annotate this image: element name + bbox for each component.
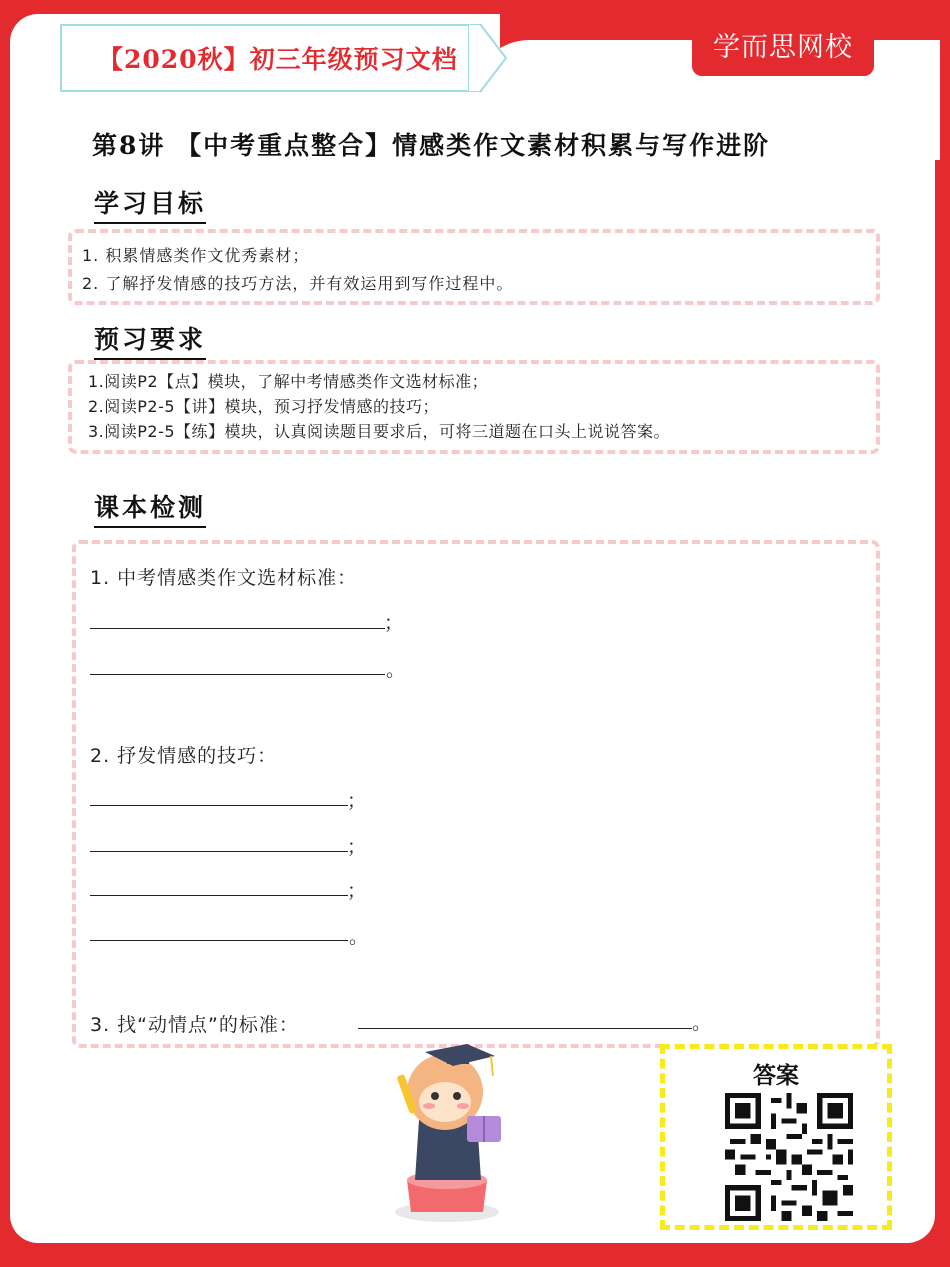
requirements-heading: 预习要求	[94, 320, 206, 360]
brand-logo	[692, 12, 874, 76]
check-heading: 课本检测	[94, 488, 206, 528]
question-3: 3. 找“动情点”的标准：	[90, 1014, 299, 1036]
banner-text: 【2020秋】初三年级预习文档	[98, 45, 458, 74]
brand-text: 学而思网校	[713, 31, 853, 63]
goals-list	[82, 242, 513, 298]
goals-heading: 学习目标	[94, 184, 206, 224]
answer-blank[interactable]	[90, 940, 348, 941]
blank-punct: ；	[347, 880, 367, 902]
answer-label: 答案	[753, 1063, 799, 1089]
lesson-title: 第8讲 【中考重点整合】情感类作文素材积累与写作进阶	[92, 131, 771, 160]
requirement-item: 3.阅读P2-5【练】模块，认真阅读题目要求后，可将三道题在口头上说说答案。	[88, 422, 671, 441]
blank-punct: 。	[349, 926, 369, 948]
requirements-list	[88, 369, 670, 444]
blank-punct: 。	[692, 1012, 712, 1034]
check-box	[72, 540, 880, 1048]
blank-punct: 。	[386, 659, 406, 681]
mascot-illustration	[385, 1030, 525, 1230]
requirement-item: 1.阅读P2【点】模块，了解中考情感类作文选材标准；	[88, 372, 489, 391]
question-2: 2. 抒发情感的技巧：	[90, 745, 278, 767]
goal-item: 2. 了解抒发情感的技巧方法，并有效运用到写作过程中。	[82, 274, 514, 293]
answer-blank[interactable]	[90, 851, 348, 852]
answer-blank[interactable]	[90, 674, 385, 675]
blank-punct: ；	[347, 836, 367, 858]
answer-blank[interactable]	[90, 895, 348, 896]
qr-code-icon[interactable]	[725, 1093, 853, 1221]
goal-item: 1. 积累情感类作文优秀素材；	[82, 246, 310, 265]
question-1: 1. 中考情感类作文选材标准：	[90, 567, 358, 589]
requirement-item: 2.阅读P2-5【讲】模块，预习抒发情感的技巧；	[88, 397, 440, 416]
answer-blank[interactable]	[358, 1028, 692, 1029]
answer-blank[interactable]	[90, 628, 385, 629]
blank-punct: ；	[384, 612, 404, 634]
blank-punct: ；	[347, 790, 367, 812]
answer-qr-box[interactable]	[660, 1044, 892, 1230]
answer-blank[interactable]	[90, 805, 348, 806]
